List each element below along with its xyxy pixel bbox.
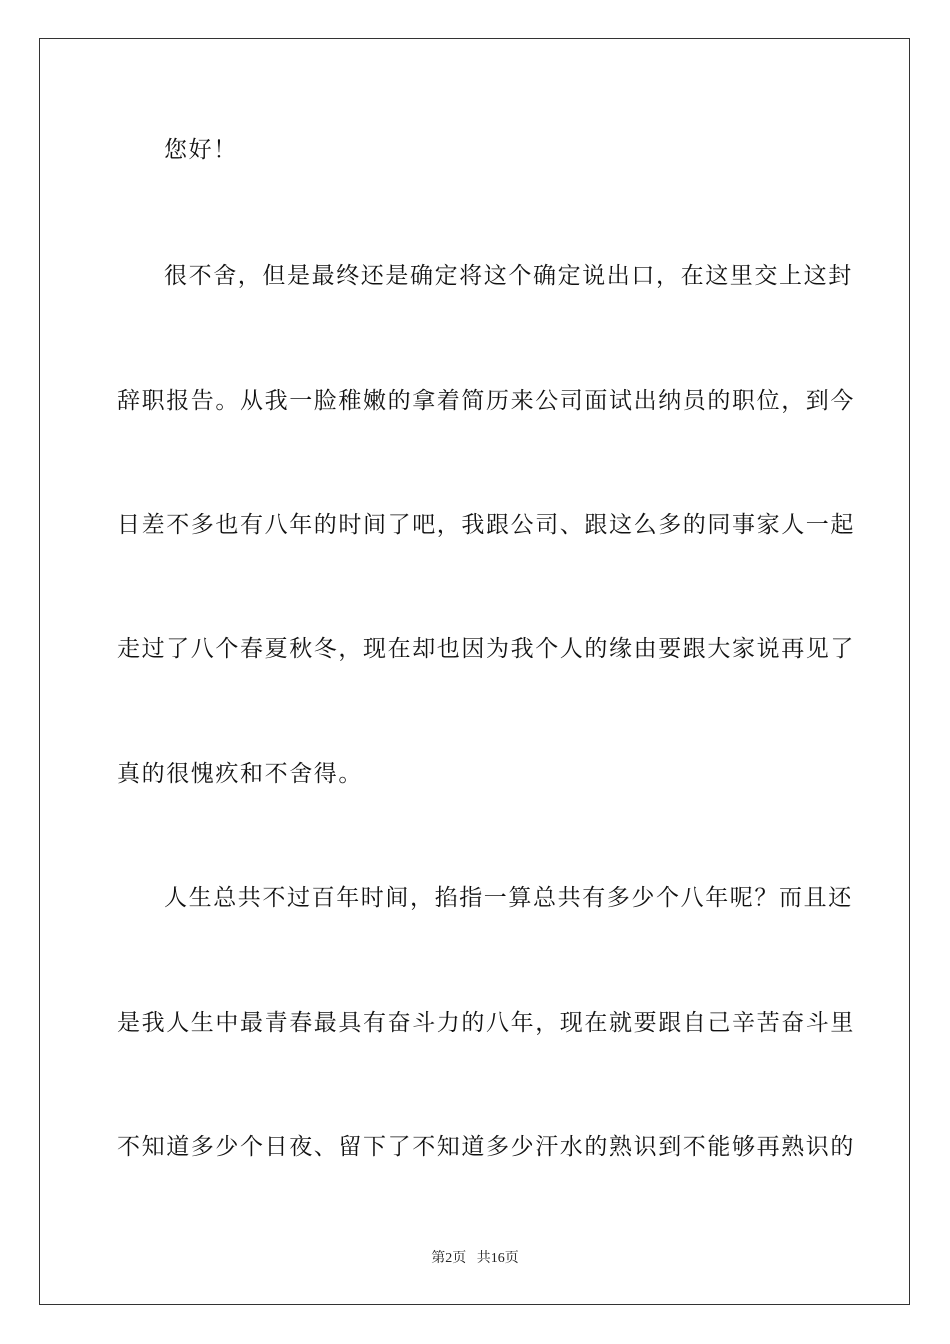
text-line: 辞职报告。从我一脸稚嫩的拿着简历来公司面试出纳员的职位，到今	[117, 388, 855, 414]
text-line: 很不舍，但是最终还是确定将这个确定说出口，在这里交上这封	[164, 263, 853, 289]
text-line: 人生总共不过百年时间，掐指一算总共有多少个八年呢？而且还	[164, 885, 853, 911]
text-line: 日差不多也有八年的时间了吧，我跟公司、跟这么多的同事家人一起	[117, 512, 855, 538]
page-footer	[0, 1247, 950, 1267]
salutation: 您好！	[164, 137, 238, 163]
page-number: 第2页	[431, 1251, 467, 1266]
page-total: 共16页	[476, 1251, 519, 1266]
text-line: 真的很愧疚和不舍得。	[117, 761, 363, 787]
text-line: 不知道多少个日夜、留下了不知道多少汗水的熟识到不能够再熟识的	[117, 1134, 855, 1160]
text-line: 是我人生中最青春最具有奋斗力的八年，现在就要跟自己辛苦奋斗里	[117, 1010, 855, 1036]
text-line: 走过了八个春夏秋冬，现在却也因为我个人的缘由要跟大家说再见了	[117, 636, 855, 662]
page-frame	[39, 38, 910, 1305]
